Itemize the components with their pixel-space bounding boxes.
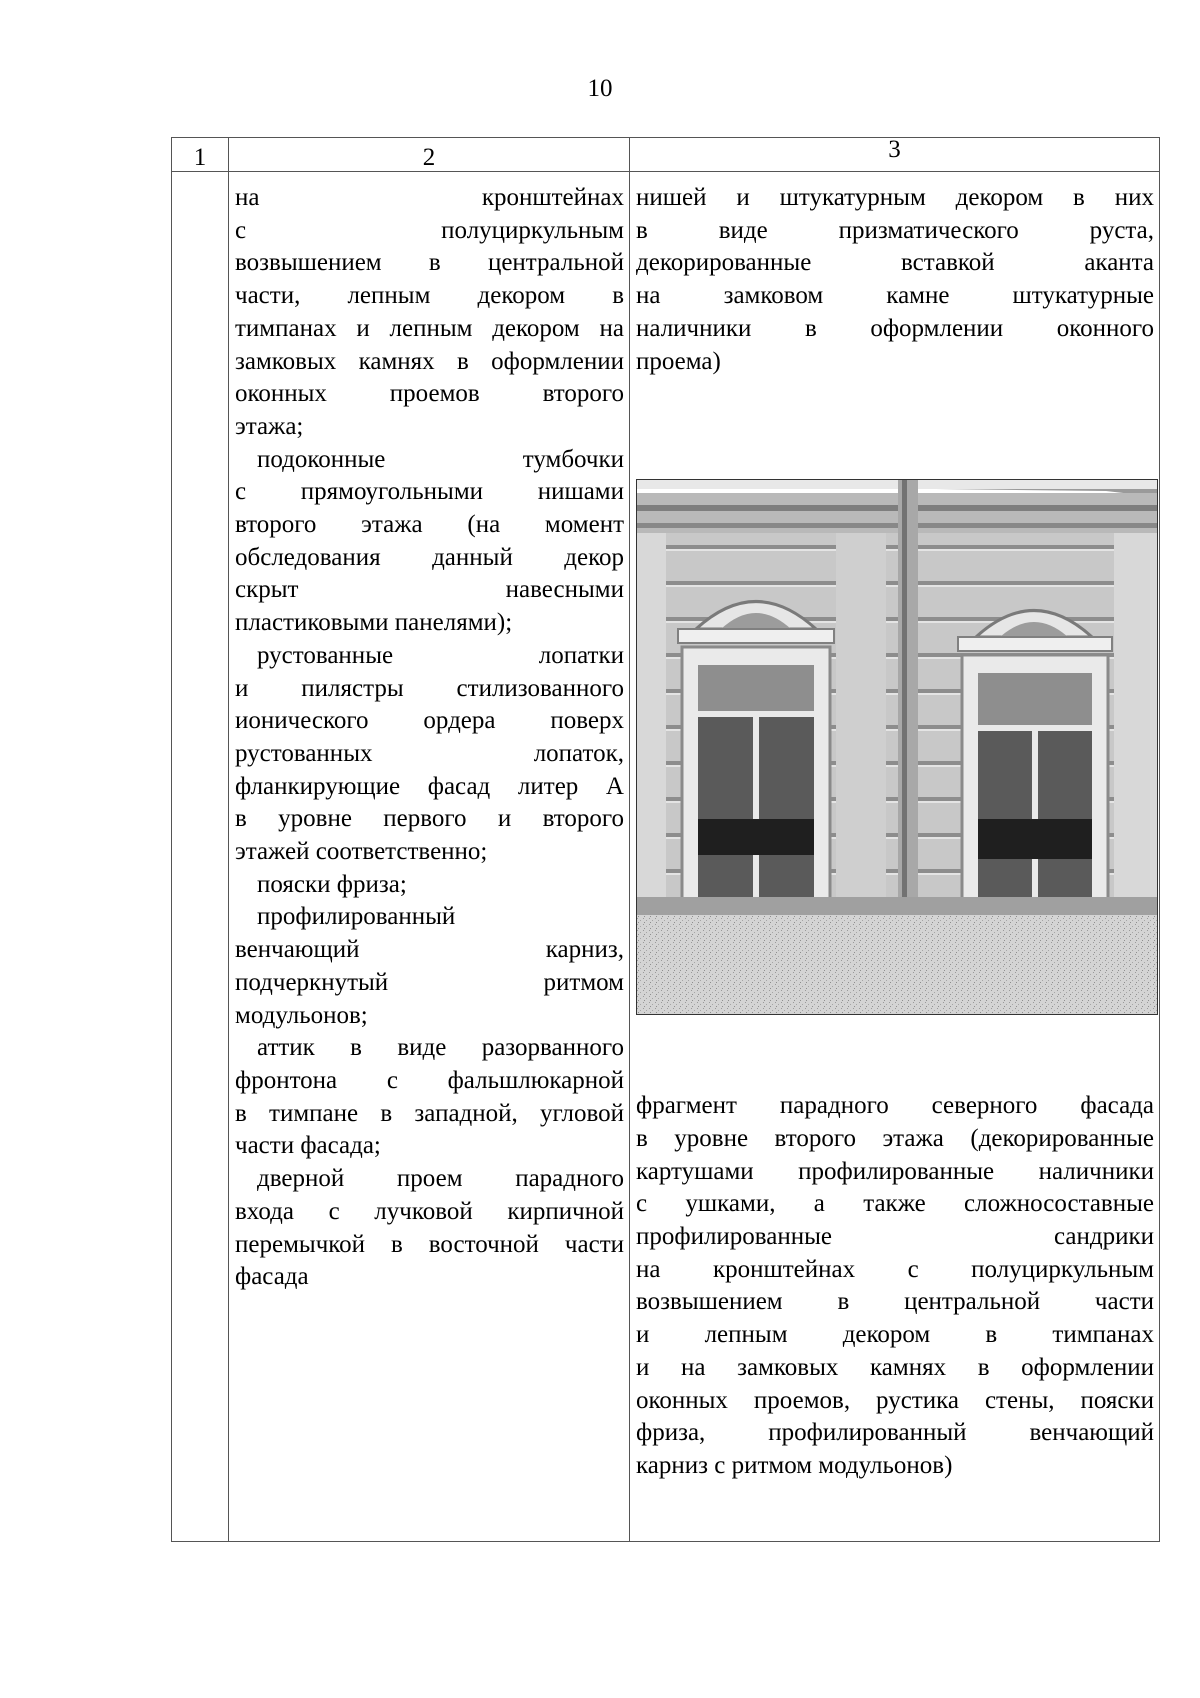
text-line: пояски фриза;	[257, 870, 407, 898]
text-line: в виде призматического руста,	[636, 216, 1154, 244]
table-row	[172, 172, 1160, 1542]
text-line: замковых камнях в оформлении	[235, 347, 624, 375]
col3-top-text	[636, 182, 1154, 378]
text-line: оконных проемов, рустика стены, пояски	[636, 1386, 1154, 1414]
text-line: наличники в оформлении оконного	[636, 314, 1154, 342]
text-line: части, лепным декором в	[235, 282, 624, 310]
text-line: с ушками, а также сложносоставные	[636, 1190, 1154, 1218]
photo-caption	[636, 1090, 1154, 1482]
text-line: с прямоугольными нишами	[235, 478, 624, 506]
header-col-1: 1	[172, 138, 229, 172]
text-line: пластиковыми панелями);	[235, 609, 513, 637]
text-line: этажей соответственно;	[235, 838, 488, 866]
text-line: перемычкой в восточной части	[235, 1230, 624, 1258]
text-line: рустованные лопатки	[257, 641, 624, 669]
table-header-row	[172, 138, 1160, 172]
text-line: и пилястры стилизованного	[235, 674, 624, 702]
text-line: фрагмент парадного северного фасада	[636, 1092, 1154, 1120]
header-col-2: 2	[229, 138, 630, 172]
text-line: возвышением в центральной части	[636, 1288, 1154, 1316]
text-line: подчеркнутый ритмом	[235, 968, 624, 996]
text-line: на кронштейнах	[235, 184, 624, 211]
text-line: ионического ордера поверх	[235, 707, 624, 735]
text-line: оконных проемов второго	[235, 380, 624, 408]
text-line: тимпанах и лепным декором на	[235, 314, 624, 342]
text-line: второго этажа (на момент	[235, 511, 624, 539]
text-line: модульонов;	[235, 1001, 368, 1029]
text-line: дверной проем парадного	[257, 1165, 624, 1193]
text-line: нишей и штукатурным декором в них	[636, 184, 1154, 211]
page-number: 10	[587, 75, 613, 102]
text-line: карниз с ритмом модульонов)	[636, 1451, 953, 1479]
text-line: в уровне второго этажа (декорированные	[636, 1124, 1154, 1152]
text-line: в уровне первого и второго	[235, 805, 624, 833]
facade-photo	[636, 479, 1158, 1015]
text-line: возвышением в центральной	[235, 249, 624, 277]
document-table	[171, 137, 1160, 1542]
text-line: с полуциркульным	[235, 216, 624, 244]
text-line: проема)	[636, 347, 721, 375]
text-line: фриза, профилированный венчающий	[636, 1419, 1154, 1447]
text-line: аттик в виде разорванного	[257, 1034, 624, 1062]
text-line: рустованных лопаток,	[235, 739, 624, 767]
text-line: на замковом камне штукатурные	[636, 282, 1154, 310]
text-line: части фасада;	[235, 1132, 381, 1160]
text-line: входа с лучковой кирпичной	[235, 1197, 624, 1225]
text-line: на кронштейнах с полуциркульным	[636, 1255, 1154, 1283]
text-line: профилированный	[257, 903, 456, 931]
text-line: венчающий карниз,	[235, 936, 624, 964]
text-line: скрыт навесными	[235, 576, 624, 604]
text-line: подоконные тумбочки	[257, 445, 624, 473]
text-line: картушами профилированные наличники	[636, 1157, 1154, 1185]
cell-col-2	[229, 172, 630, 1542]
text-line: профилированные сандрики	[636, 1223, 1154, 1251]
text-line: и лепным декором в тимпанах	[636, 1321, 1154, 1349]
text-line: фронтона с фальшлюкарной	[235, 1066, 624, 1094]
text-line: фланкирующие фасад литер А	[235, 772, 624, 800]
text-line: декорированные вставкой аканта	[636, 249, 1154, 277]
text-line: обследования данный декор	[235, 543, 624, 571]
text-line: этажа;	[235, 412, 304, 440]
text-line: фасада	[235, 1263, 309, 1291]
header-col-3: 3	[630, 138, 1160, 172]
text-line: в тимпане в западной, угловой	[235, 1099, 624, 1127]
cell-col-1	[172, 172, 229, 1542]
text-line: и на замковых камнях в оформлении	[636, 1353, 1154, 1381]
cell-col-3	[630, 172, 1160, 1542]
